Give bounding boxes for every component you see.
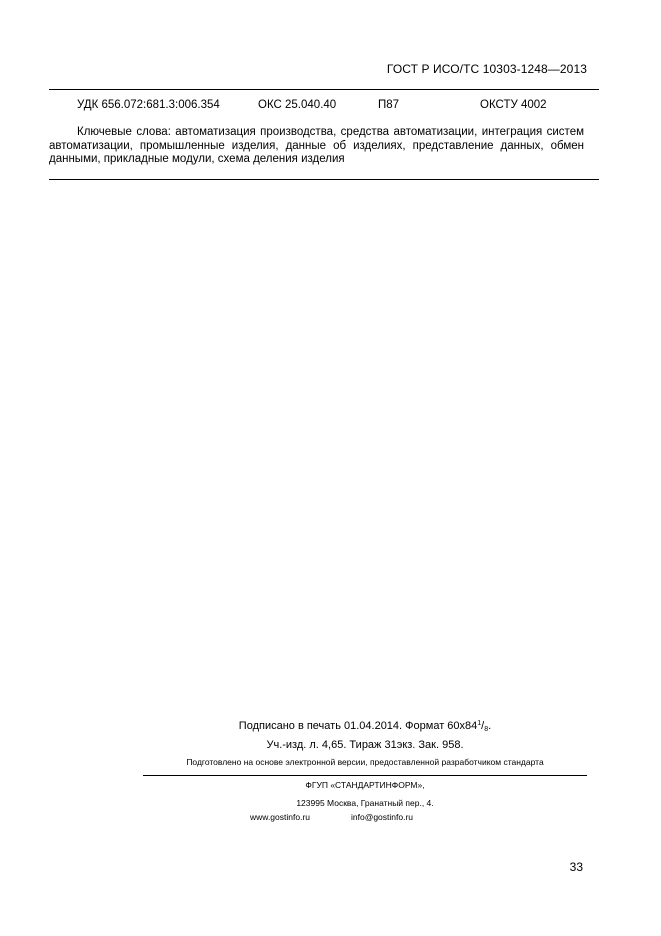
keywords-divider <box>49 179 599 180</box>
prepared-note: Подготовлено на основе электронной версии, предоставленной разработчиком стандарта <box>186 757 544 767</box>
imprint-divider <box>143 775 587 776</box>
issue-info: Уч.-изд. л. 4,65. Тираж 31экз. Зак. 958. <box>266 739 464 751</box>
format-fraction-denominator: 8 <box>484 726 489 733</box>
email-link[interactable]: info@gostinfo.ru <box>351 812 414 822</box>
keywords-paragraph: Ключевые слова: автоматизация производства, средства автоматизации, интеграция систем автоматизации, промышленные изделия, данные об изделиях, представление данных, обмен данными, прикладные модули, схема деления изделия <box>49 126 584 165</box>
website-link[interactable]: www.gostinfo.ru <box>250 812 310 822</box>
publisher-address: 123995 Москва, Гранатный пер., 4. <box>296 798 434 808</box>
signed-text: Подписано в печать 01.04.2014. Формат 60x84 <box>238 720 478 732</box>
format-fraction-numerator: 1 <box>477 720 482 727</box>
top-divider <box>49 89 599 90</box>
oks-code: ОКС 25.040.40 <box>258 99 337 111</box>
signed-for-print: Подписано в печать 01.04.2014. Формат $60x84^1/_8$. <box>238 720 492 733</box>
page-number: 33 <box>569 860 583 874</box>
standard-code: ГОСТ Р ИСО/ТС 10303-1248—2013 <box>386 62 587 76</box>
publisher-name: ФГУП «СТАНДАРТИНФОРМ», <box>305 780 425 790</box>
udk-code: УДК 656.072:681.3:006.354 <box>77 99 220 111</box>
publisher-contacts <box>143 812 587 826</box>
signed-suffix: . <box>488 720 492 732</box>
classification-row <box>0 99 661 115</box>
group-code: П87 <box>378 99 400 111</box>
okstu-code: ОКСТУ 4002 <box>480 99 547 111</box>
